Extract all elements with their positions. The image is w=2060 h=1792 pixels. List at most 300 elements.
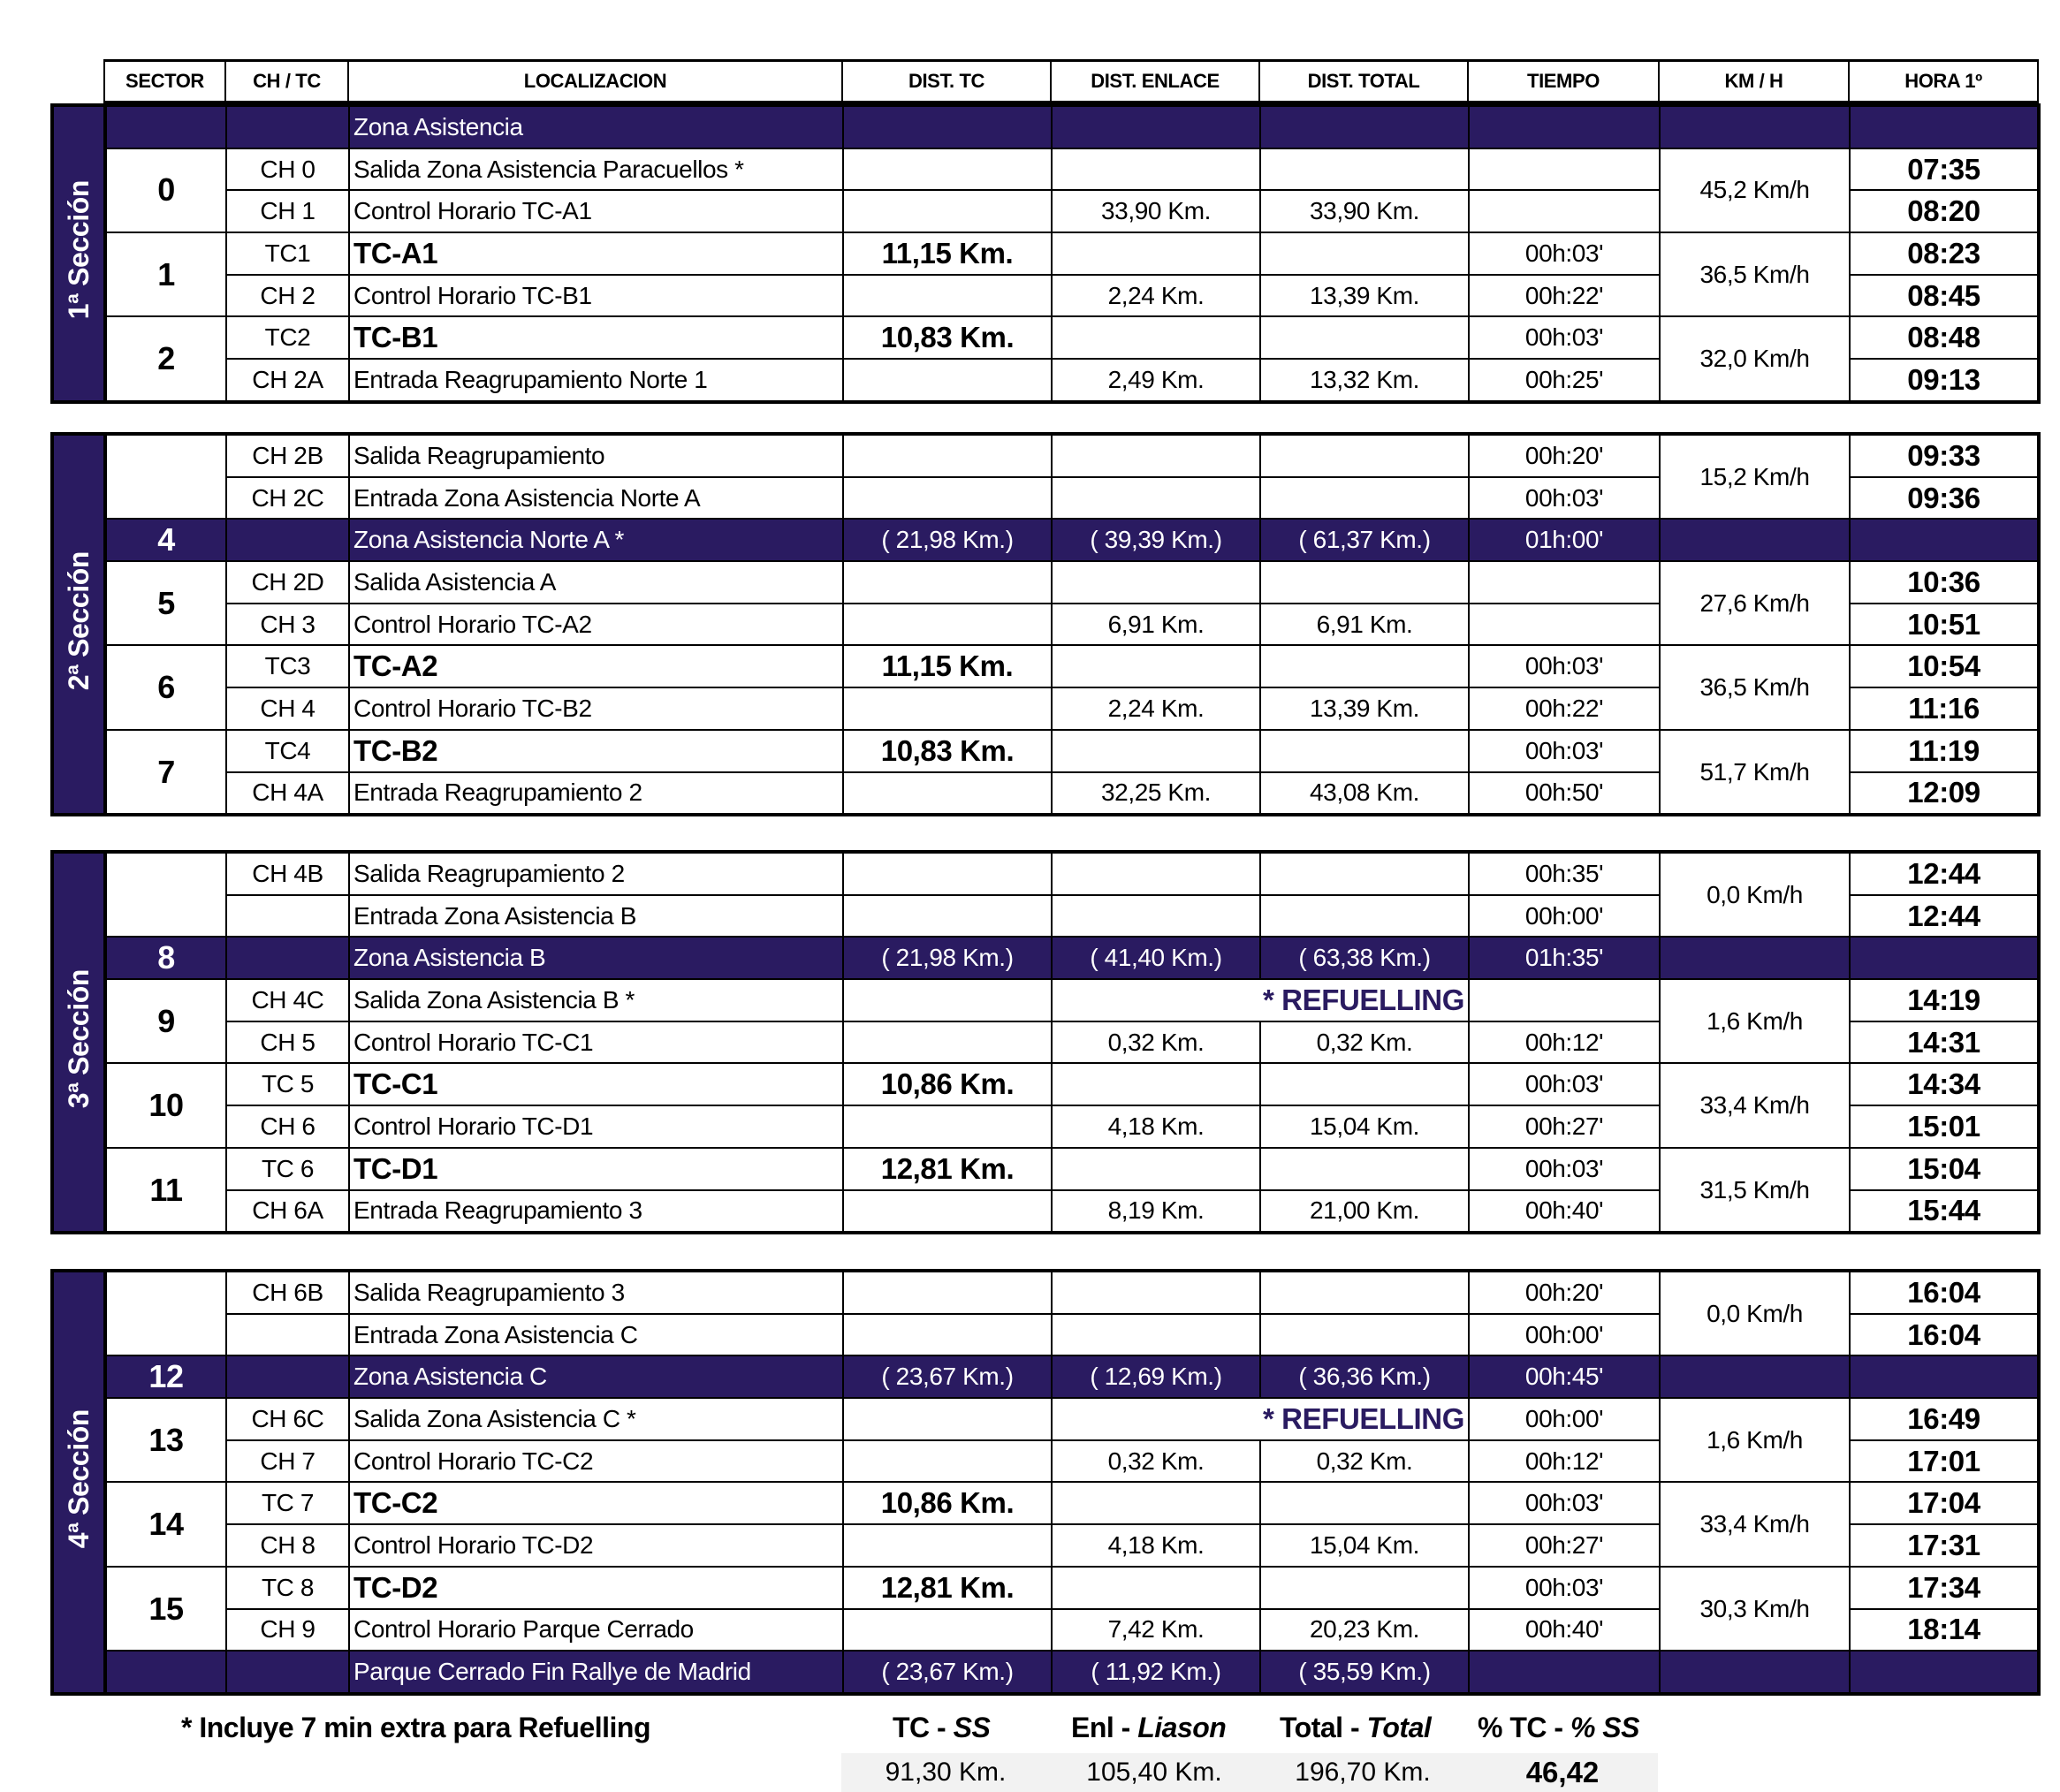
- stage-row: [52, 561, 2039, 604]
- time-cell: 00h:00': [1469, 1398, 1660, 1440]
- section-label: [52, 105, 105, 402]
- zone-row: [52, 105, 2039, 148]
- location-cell: Salida Zona Asistencia B *: [349, 979, 843, 1021]
- time-cell: 00h:40': [1469, 1190, 1660, 1234]
- location-cell: Zona Asistencia B: [349, 937, 843, 979]
- ch-cell: CH 4C: [226, 979, 349, 1021]
- time-cell: 01h:35': [1469, 937, 1660, 979]
- location-cell: Control Horario TC-B2: [349, 687, 843, 730]
- hora-cell: 12:44: [1850, 852, 2039, 895]
- hora-cell: 14:19: [1850, 979, 2039, 1021]
- hora-cell: 18:14: [1850, 1609, 2039, 1652]
- dist-total-cell: 13,32 Km.: [1260, 359, 1469, 402]
- kmh-cell: 1,6 Km/h: [1660, 1398, 1850, 1482]
- dist-enlace-cell: ( 11,92 Km.): [1052, 1651, 1260, 1694]
- ch-cell: CH 2B: [226, 434, 349, 477]
- time-cell: 00h:20': [1469, 434, 1660, 477]
- dist-total-cell: [1260, 1063, 1469, 1105]
- dist-total-cell: [1260, 895, 1469, 938]
- stage-row: [52, 979, 2039, 1021]
- ch-cell: CH 5: [226, 1021, 349, 1064]
- column-headers: [104, 61, 2038, 103]
- ch-cell: CH 2C: [226, 477, 349, 520]
- stage-row: [52, 232, 2039, 275]
- time-cell: 00h:25': [1469, 359, 1660, 402]
- dist-tc-cell: [843, 561, 1052, 604]
- dist-total-cell: ( 61,37 Km.): [1260, 519, 1469, 561]
- hora-cell: 12:44: [1850, 895, 2039, 938]
- dist-tc-cell: [843, 1524, 1052, 1567]
- section-label: [52, 852, 105, 1233]
- location-cell: Entrada Reagrupamiento 3: [349, 1190, 843, 1234]
- location-cell: Zona Asistencia C: [349, 1355, 843, 1398]
- sector-cell: 1: [105, 232, 226, 316]
- dist-tc-cell: 10,83 Km.: [843, 316, 1052, 359]
- total-total-value: 196,70 Km.: [1295, 1758, 1431, 1787]
- dist-tc-cell: ( 21,98 Km.): [843, 519, 1052, 561]
- location-cell: Control Horario TC-D2: [349, 1524, 843, 1567]
- location-cell: Salida Reagrupamiento 3: [349, 1271, 843, 1314]
- location-cell: TC-A1: [349, 232, 843, 275]
- time-cell: [1469, 561, 1660, 604]
- sector-cell: [105, 434, 226, 519]
- stage-row: [52, 316, 2039, 359]
- sector-cell: 11: [105, 1148, 226, 1233]
- time-cell: 00h:03': [1469, 232, 1660, 275]
- hora-cell: 08:23: [1850, 232, 2039, 275]
- stage-row: [52, 148, 2039, 191]
- sector-cell: [105, 1651, 226, 1694]
- hora-cell: 09:33: [1850, 434, 2039, 477]
- dist-tc-cell: 12,81 Km.: [843, 1567, 1052, 1609]
- dist-enlace-cell: 4,18 Km.: [1052, 1524, 1260, 1567]
- ch-cell: TC1: [226, 232, 349, 275]
- sector-cell: 7: [105, 730, 226, 815]
- hora-cell: 16:04: [1850, 1314, 2039, 1356]
- total-tc-value: 91,30 Km.: [885, 1758, 1007, 1787]
- sector-cell: 8: [105, 937, 226, 979]
- sector-cell: 2: [105, 316, 226, 401]
- kmh-cell: 0,0 Km/h: [1660, 852, 1850, 937]
- dist-total-cell: 0,32 Km.: [1260, 1021, 1469, 1064]
- time-cell: [1469, 105, 1660, 148]
- total-italic-label: Total: [1366, 1712, 1432, 1743]
- dist-enlace-cell: ( 41,40 Km.): [1052, 937, 1260, 979]
- ch-cell: CH 1: [226, 190, 349, 232]
- hora-cell: 16:04: [1850, 1271, 2039, 1314]
- time-cell: 00h:27': [1469, 1524, 1660, 1567]
- location-cell: Salida Reagrupamiento: [349, 434, 843, 477]
- liason-label: Liason: [1137, 1712, 1227, 1743]
- dist-enlace-cell: [1052, 1271, 1260, 1314]
- time-cell: 00h:22': [1469, 275, 1660, 317]
- location-cell: Entrada Zona Asistencia B: [349, 895, 843, 938]
- ch-cell: TC 6: [226, 1148, 349, 1190]
- ch-cell: [226, 519, 349, 561]
- sector-cell: [105, 1271, 226, 1355]
- dist-tc-cell: [843, 275, 1052, 317]
- hora-cell: 10:36: [1850, 561, 2039, 604]
- dist-total-cell: [1260, 1271, 1469, 1314]
- column-header: HORA 1º: [1849, 61, 2038, 103]
- ch-cell: CH 7: [226, 1440, 349, 1483]
- hora-cell: 10:54: [1850, 645, 2039, 687]
- ch-cell: CH 4: [226, 687, 349, 730]
- dist-tc-cell: [843, 477, 1052, 520]
- dist-total-cell: [1260, 105, 1469, 148]
- dist-total-cell: [1260, 1567, 1469, 1609]
- dist-tc-cell: 10,86 Km.: [843, 1482, 1052, 1524]
- ch-cell: [226, 937, 349, 979]
- zone-row: [52, 937, 2039, 979]
- stage-row: [52, 1148, 2039, 1190]
- ch-cell: CH 8: [226, 1524, 349, 1567]
- stage-row: [52, 1271, 2039, 1314]
- kmh-cell: 33,4 Km/h: [1660, 1482, 1850, 1566]
- kmh-cell: 45,2 Km/h: [1660, 148, 1850, 232]
- location-cell: Control Horario TC-C1: [349, 1021, 843, 1064]
- dist-tc-cell: [843, 604, 1052, 646]
- stage-row: [52, 645, 2039, 687]
- dist-total-cell: 13,39 Km.: [1260, 275, 1469, 317]
- dist-tc-cell: [843, 1190, 1052, 1234]
- location-cell: Control Horario TC-A2: [349, 604, 843, 646]
- ch-cell: CH 6C: [226, 1398, 349, 1440]
- hora-cell: 17:34: [1850, 1567, 2039, 1609]
- column-header: DIST. ENLACE: [1051, 61, 1259, 103]
- time-cell: 01h:00': [1469, 519, 1660, 561]
- kmh-cell: 1,6 Km/h: [1660, 979, 1850, 1063]
- dist-enlace-cell: 2,24 Km.: [1052, 275, 1260, 317]
- dist-tc-cell: [843, 434, 1052, 477]
- kmh-cell: 27,6 Km/h: [1660, 561, 1850, 645]
- location-cell: Entrada Zona Asistencia C: [349, 1314, 843, 1356]
- time-cell: [1469, 604, 1660, 646]
- dist-enlace-cell: [1052, 730, 1260, 772]
- hora-cell: 17:04: [1850, 1482, 2039, 1524]
- refuelling-label: * REFUELLING: [1052, 1398, 1469, 1440]
- hora-cell: 14:31: [1850, 1021, 2039, 1064]
- ch-cell: TC 7: [226, 1482, 349, 1524]
- dist-total-cell: 20,23 Km.: [1260, 1609, 1469, 1652]
- dist-enlace-cell: [1052, 1567, 1260, 1609]
- section-label-text: 3ª Sección: [62, 968, 95, 1109]
- kmh-cell: [1660, 1651, 1850, 1694]
- section-label: [52, 434, 105, 815]
- dist-total-cell: 13,39 Km.: [1260, 687, 1469, 730]
- hora-cell: 11:16: [1850, 687, 2039, 730]
- ch-cell: [226, 1651, 349, 1694]
- dist-enlace-cell: 7,42 Km.: [1052, 1609, 1260, 1652]
- ch-cell: TC2: [226, 316, 349, 359]
- hora-cell: [1850, 1355, 2039, 1398]
- hora-cell: 09:13: [1850, 359, 2039, 402]
- sector-cell: 13: [105, 1398, 226, 1482]
- dist-total-cell: [1260, 316, 1469, 359]
- kmh-cell: 30,3 Km/h: [1660, 1567, 1850, 1651]
- section-label-text: 4ª Sección: [62, 1409, 95, 1549]
- sector-cell: 10: [105, 1063, 226, 1147]
- dist-tc-cell: [843, 1105, 1052, 1148]
- dist-total-cell: 15,04 Km.: [1260, 1524, 1469, 1567]
- kmh-cell: 36,5 Km/h: [1660, 232, 1850, 316]
- time-cell: 00h:03': [1469, 645, 1660, 687]
- ch-cell: [226, 1355, 349, 1398]
- dist-tc-cell: ( 23,67 Km.): [843, 1355, 1052, 1398]
- hora-cell: 17:31: [1850, 1524, 2039, 1567]
- time-cell: [1469, 190, 1660, 232]
- hora-cell: 12:09: [1850, 772, 2039, 816]
- sector-cell: 14: [105, 1482, 226, 1566]
- kmh-cell: 32,0 Km/h: [1660, 316, 1850, 401]
- time-cell: 00h:03': [1469, 1482, 1660, 1524]
- dist-total-cell: [1260, 232, 1469, 275]
- tc-label: TC -: [893, 1712, 954, 1743]
- section-label-text: 1ª Sección: [62, 180, 95, 320]
- dist-tc-cell: 11,15 Km.: [843, 232, 1052, 275]
- column-header: TIEMPO: [1468, 61, 1659, 103]
- stage-row: [52, 434, 2039, 477]
- sector-cell: 12: [105, 1355, 226, 1398]
- dist-total-cell: 43,08 Km.: [1260, 772, 1469, 816]
- dist-total-cell: 15,04 Km.: [1260, 1105, 1469, 1148]
- dist-tc-cell: [843, 1271, 1052, 1314]
- sector-cell: 5: [105, 561, 226, 645]
- dist-total-cell: 21,00 Km.: [1260, 1190, 1469, 1234]
- time-cell: 00h:12': [1469, 1021, 1660, 1064]
- column-header: DIST. TC: [842, 61, 1051, 103]
- dist-tc-cell: 11,15 Km.: [843, 645, 1052, 687]
- hora-cell: 16:49: [1850, 1398, 2039, 1440]
- hora-cell: [1850, 105, 2039, 148]
- location-cell: TC-B2: [349, 730, 843, 772]
- dist-enlace-cell: [1052, 561, 1260, 604]
- ch-cell: [226, 105, 349, 148]
- sector-cell: 6: [105, 645, 226, 729]
- location-cell: TC-C2: [349, 1482, 843, 1524]
- location-cell: Salida Asistencia A: [349, 561, 843, 604]
- ch-cell: CH 6B: [226, 1271, 349, 1314]
- pct-total-label: [1478, 1712, 1639, 1744]
- hora-cell: 08:45: [1850, 275, 2039, 317]
- pct-label: % TC -: [1478, 1712, 1570, 1743]
- hora-cell: 08:20: [1850, 190, 2039, 232]
- ch-cell: CH 2D: [226, 561, 349, 604]
- stage-row: [52, 1482, 2039, 1524]
- ch-cell: [226, 895, 349, 938]
- location-cell: Zona Asistencia: [349, 105, 843, 148]
- section-label: [52, 1271, 105, 1694]
- sector-cell: 15: [105, 1567, 226, 1651]
- location-cell: Salida Zona Asistencia Paracuellos *: [349, 148, 843, 191]
- kmh-cell: [1660, 105, 1850, 148]
- section-table: [50, 850, 2041, 1234]
- dist-enlace-cell: [1052, 1482, 1260, 1524]
- dist-tc-cell: [843, 687, 1052, 730]
- dist-total-cell: [1260, 148, 1469, 191]
- location-cell: TC-A2: [349, 645, 843, 687]
- hora-cell: 17:01: [1850, 1440, 2039, 1483]
- ch-cell: CH 2: [226, 275, 349, 317]
- hora-cell: 07:35: [1850, 148, 2039, 191]
- stage-row: [52, 1567, 2039, 1609]
- location-cell: Entrada Reagrupamiento 2: [349, 772, 843, 816]
- hora-cell: 10:51: [1850, 604, 2039, 646]
- time-cell: 00h:20': [1469, 1271, 1660, 1314]
- kmh-cell: [1660, 519, 1850, 561]
- location-cell: Control Horario TC-A1: [349, 190, 843, 232]
- sector-cell: 9: [105, 979, 226, 1063]
- location-cell: Zona Asistencia Norte A *: [349, 519, 843, 561]
- total-total-label: [1280, 1712, 1431, 1744]
- dist-tc-cell: [843, 772, 1052, 816]
- hora-cell: 09:36: [1850, 477, 2039, 520]
- dist-total-cell: [1260, 434, 1469, 477]
- dist-tc-cell: [843, 1021, 1052, 1064]
- dist-total-cell: [1260, 561, 1469, 604]
- hora-cell: 15:44: [1850, 1190, 2039, 1234]
- kmh-cell: [1660, 1355, 1850, 1398]
- kmh-cell: 33,4 Km/h: [1660, 1063, 1850, 1147]
- dist-enlace-cell: 0,32 Km.: [1052, 1440, 1260, 1483]
- location-cell: Control Horario TC-D1: [349, 1105, 843, 1148]
- dist-enlace-cell: 32,25 Km.: [1052, 772, 1260, 816]
- dist-enlace-cell: [1052, 316, 1260, 359]
- column-header: SECTOR: [104, 61, 225, 103]
- time-cell: 00h:03': [1469, 477, 1660, 520]
- location-cell: TC-C1: [349, 1063, 843, 1105]
- dist-enlace-cell: 8,19 Km.: [1052, 1190, 1260, 1234]
- time-cell: 00h:40': [1469, 1609, 1660, 1652]
- totals-row: [841, 1753, 1658, 1792]
- ch-cell: CH 4A: [226, 772, 349, 816]
- dist-tc-cell: [843, 1609, 1052, 1652]
- hora-cell: 08:48: [1850, 316, 2039, 359]
- pct-ss-label: % SS: [1570, 1712, 1639, 1743]
- hora-cell: 15:04: [1850, 1148, 2039, 1190]
- location-cell: Entrada Zona Asistencia Norte A: [349, 477, 843, 520]
- time-cell: 00h:03': [1469, 316, 1660, 359]
- column-header: LOCALIZACION: [348, 61, 842, 103]
- dist-enlace-cell: 6,91 Km.: [1052, 604, 1260, 646]
- time-cell: 00h:27': [1469, 1105, 1660, 1148]
- time-cell: 00h:03': [1469, 1567, 1660, 1609]
- kmh-cell: 51,7 Km/h: [1660, 730, 1850, 815]
- location-cell: Entrada Reagrupamiento Norte 1: [349, 359, 843, 402]
- location-cell: Control Horario Parque Cerrado: [349, 1609, 843, 1652]
- dist-total-cell: [1260, 477, 1469, 520]
- location-cell: TC-D1: [349, 1148, 843, 1190]
- dist-enlace-cell: [1052, 1148, 1260, 1190]
- ch-cell: CH 6A: [226, 1190, 349, 1234]
- dist-total-cell: [1260, 730, 1469, 772]
- header-row-table: [103, 59, 2039, 103]
- dist-total-cell: [1260, 1148, 1469, 1190]
- ch-cell: CH 4B: [226, 852, 349, 895]
- section-table: [50, 1269, 2041, 1696]
- dist-total-cell: ( 35,59 Km.): [1260, 1651, 1469, 1694]
- section-table: [50, 432, 2041, 816]
- refuelling-label: * REFUELLING: [1052, 979, 1469, 1021]
- dist-total-cell: 6,91 Km.: [1260, 604, 1469, 646]
- location-cell: TC-D2: [349, 1567, 843, 1609]
- ch-cell: TC 8: [226, 1567, 349, 1609]
- time-cell: 00h:03': [1469, 1148, 1660, 1190]
- stage-row: [52, 730, 2039, 772]
- section-label-text: 2ª Sección: [62, 551, 95, 691]
- section-table: [50, 103, 2041, 404]
- column-header: KM / H: [1659, 61, 1849, 103]
- sector-cell: [105, 105, 226, 148]
- dist-enlace-cell: 0,32 Km.: [1052, 1021, 1260, 1064]
- kmh-cell: 15,2 Km/h: [1660, 434, 1850, 519]
- refuel-note: * Incluye 7 min extra para Refuelling: [181, 1712, 651, 1743]
- dist-total-cell: ( 36,36 Km.): [1260, 1355, 1469, 1398]
- ch-cell: TC4: [226, 730, 349, 772]
- zone-row: [52, 519, 2039, 561]
- dist-enlace-cell: [1052, 434, 1260, 477]
- zone-row: [52, 1651, 2039, 1694]
- column-header: DIST. TOTAL: [1259, 61, 1468, 103]
- dist-tc-cell: [843, 852, 1052, 895]
- hora-cell: [1850, 1651, 2039, 1694]
- total-label: Total -: [1280, 1712, 1367, 1743]
- time-cell: 00h:00': [1469, 895, 1660, 938]
- enl-total-label: [1071, 1712, 1226, 1744]
- dist-tc-cell: 12,81 Km.: [843, 1148, 1052, 1190]
- hora-cell: [1850, 937, 2039, 979]
- dist-enlace-cell: 4,18 Km.: [1052, 1105, 1260, 1148]
- dist-total-cell: [1260, 852, 1469, 895]
- dist-enlace-cell: [1052, 105, 1260, 148]
- time-cell: 00h:50': [1469, 772, 1660, 816]
- dist-enlace-cell: [1052, 645, 1260, 687]
- time-cell: [1469, 979, 1660, 1021]
- dist-tc-cell: ( 23,67 Km.): [843, 1651, 1052, 1694]
- dist-tc-cell: [843, 190, 1052, 232]
- dist-enlace-cell: [1052, 232, 1260, 275]
- dist-tc-cell: [843, 148, 1052, 191]
- time-cell: 00h:22': [1469, 687, 1660, 730]
- kmh-cell: 0,0 Km/h: [1660, 1271, 1850, 1355]
- ch-cell: CH 2A: [226, 359, 349, 402]
- location-cell: Salida Zona Asistencia C *: [349, 1398, 843, 1440]
- kmh-cell: 36,5 Km/h: [1660, 645, 1850, 729]
- dist-tc-cell: 10,86 Km.: [843, 1063, 1052, 1105]
- stage-row: [52, 1063, 2039, 1105]
- dist-total-cell: 0,32 Km.: [1260, 1440, 1469, 1483]
- ch-cell: CH 6: [226, 1105, 349, 1148]
- ss-label: SS: [953, 1712, 991, 1743]
- location-cell: Parque Cerrado Fin Rallye de Madrid: [349, 1651, 843, 1694]
- ch-cell: TC3: [226, 645, 349, 687]
- ch-cell: CH 3: [226, 604, 349, 646]
- ch-cell: TC 5: [226, 1063, 349, 1105]
- stage-row: [52, 1398, 2039, 1440]
- time-cell: [1469, 148, 1660, 191]
- ch-cell: CH 9: [226, 1609, 349, 1652]
- dist-enlace-cell: [1052, 148, 1260, 191]
- dist-total-cell: ( 63,38 Km.): [1260, 937, 1469, 979]
- time-cell: 00h:45': [1469, 1355, 1660, 1398]
- time-cell: 00h:35': [1469, 852, 1660, 895]
- dist-tc-cell: [843, 105, 1052, 148]
- dist-enlace-cell: 33,90 Km.: [1052, 190, 1260, 232]
- dist-tc-cell: [843, 979, 1052, 1021]
- zone-row: [52, 1355, 2039, 1398]
- hora-cell: 15:01: [1850, 1105, 2039, 1148]
- total-pct-value: 46,42: [1525, 1756, 1600, 1788]
